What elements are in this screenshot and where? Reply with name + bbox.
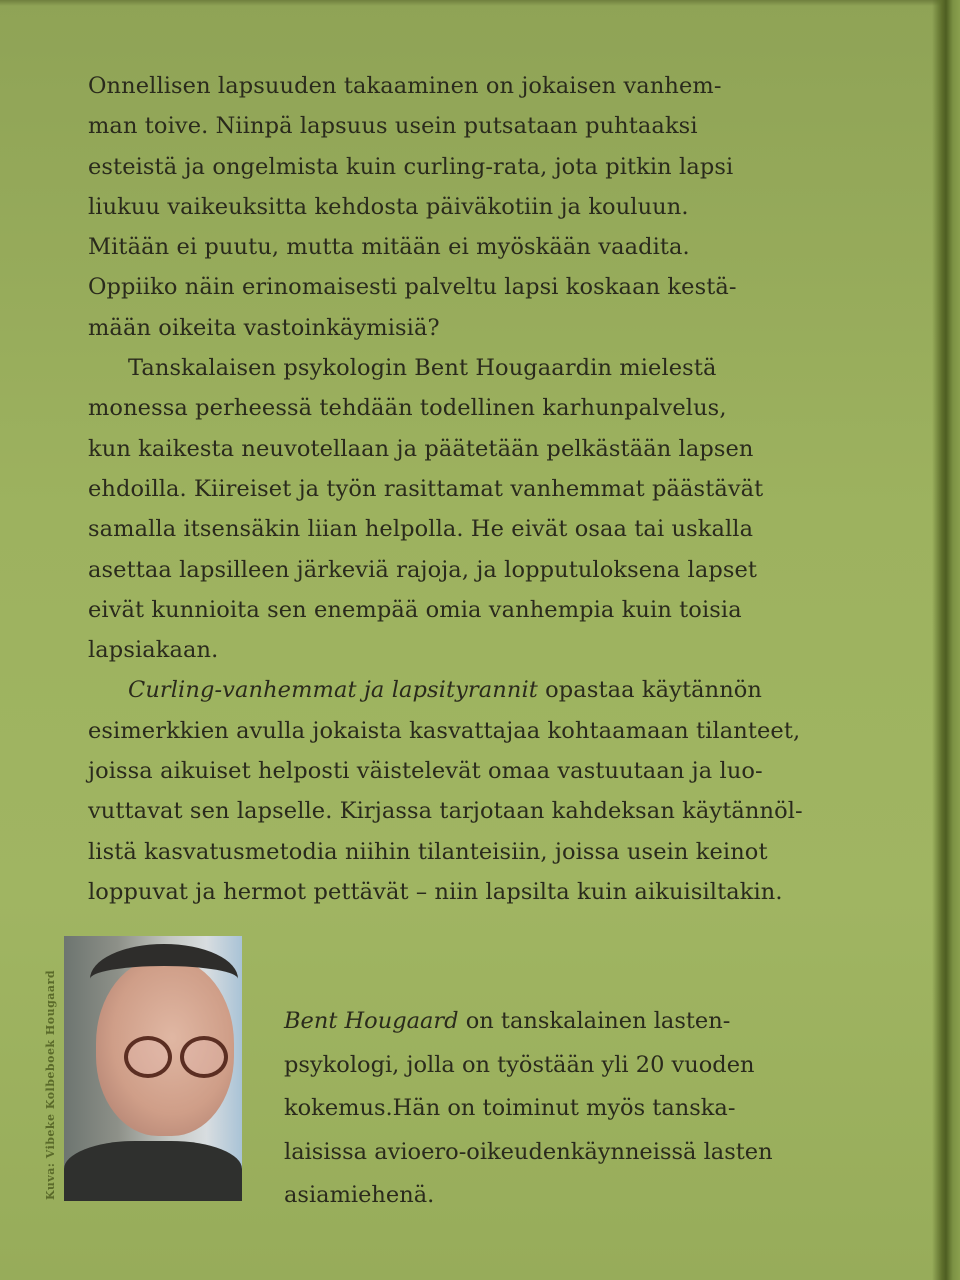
text-fragment: on tanskalainen lasten-	[458, 1008, 731, 1034]
text-line: esimerkkien avulla jokaista kasvattajaa kohtaamaan tilanteet,	[88, 717, 801, 744]
text-line	[88, 670, 828, 710]
glasses-right-lens	[180, 1036, 228, 1078]
book-spine-edge	[932, 0, 960, 1280]
text-line: listä kasvatusmetodia niihin tilanteisiin, joissa usein keinot	[88, 838, 768, 865]
photo-shirt	[64, 1141, 242, 1201]
text-line: liukuu vaikeuksitta kehdosta päiväkotiin ja kouluun.	[88, 193, 689, 220]
text-line: kun kaikesta neuvotellaan ja päätetään pelkästään lapsen	[88, 435, 754, 462]
text-line: vuttavat sen lapselle. Kirjassa tarjotaan kahdeksan käytännöl-	[88, 798, 803, 825]
text-line: Oppiiko näin erinomaisesti palveltu lapsi koskaan kestä-	[88, 274, 737, 301]
text-line: samalla itsensäkin liian helpolla. He eivät osaa tai uskalla	[88, 516, 754, 543]
text-line: mään oikeita vastoinkäymisiä?	[88, 314, 440, 341]
text-line: asettaa lapsilleen järkeviä rajoja, ja lopputuloksena lapset	[88, 556, 758, 583]
author-bio	[284, 1000, 844, 1218]
text-line: joissa aikuiset helposti väistelevät omaa vastuutaan ja luo-	[88, 758, 763, 785]
text-line	[284, 1000, 844, 1044]
text-line: Tanskalaisen psykologin Bent Hougaardin mielestä	[128, 355, 717, 382]
paragraph-1	[88, 66, 828, 348]
text-fragment: opastaa käytännön	[537, 677, 763, 704]
blurb-text	[88, 66, 828, 912]
page-top-edge	[0, 0, 960, 6]
text-line: man toive. Niinpä lapsuus usein putsataan puhtaaksi	[88, 113, 698, 140]
text-line: monessa perheessä tehdään todellinen karhunpalvelus,	[88, 395, 727, 422]
book-title: Curling-vanhemmat ja lapsityrannit	[128, 677, 538, 704]
text-line: ehdoilla. Kiireiset ja työn rasittamat vanhemmat päästävät	[88, 475, 764, 502]
text-line: loppuvat ja hermot pettävät – niin lapsilta kuin aikuisiltakin.	[88, 878, 783, 905]
text-line: asiamiehenä.	[284, 1182, 435, 1208]
glasses-left-lens	[124, 1036, 172, 1078]
author-name: Bent Hougaard	[284, 1008, 459, 1034]
bio-paragraph	[284, 1000, 844, 1218]
paragraph-3	[88, 670, 828, 912]
text-line: laisissa avioero-oikeudenkäynneissä lasten	[284, 1138, 773, 1165]
text-line: eivät kunnioita sen enempää omia vanhempia kuin toisia	[88, 596, 742, 623]
paragraph-2	[88, 348, 828, 670]
author-photo	[64, 936, 242, 1201]
photo-hair	[90, 944, 238, 1014]
text-line: Onnellisen lapsuuden takaaminen on jokaisen vanhem-	[88, 73, 722, 99]
text-line: kokemus.Hän on toiminut myös tanska-	[284, 1095, 736, 1121]
text-line: psykologi, jolla on työstään yli 20 vuoden	[284, 1051, 755, 1078]
photo-credit: Kuva: Vibeke Kolbeboek Hougaard	[44, 969, 57, 1200]
text-line: esteistä ja ongelmista kuin curling-rata, jota pitkin lapsi	[88, 153, 734, 180]
text-line: lapsiakaan.	[88, 637, 219, 664]
text-line: Mitään ei puutu, mutta mitään ei myöskään vaadita.	[88, 234, 690, 261]
